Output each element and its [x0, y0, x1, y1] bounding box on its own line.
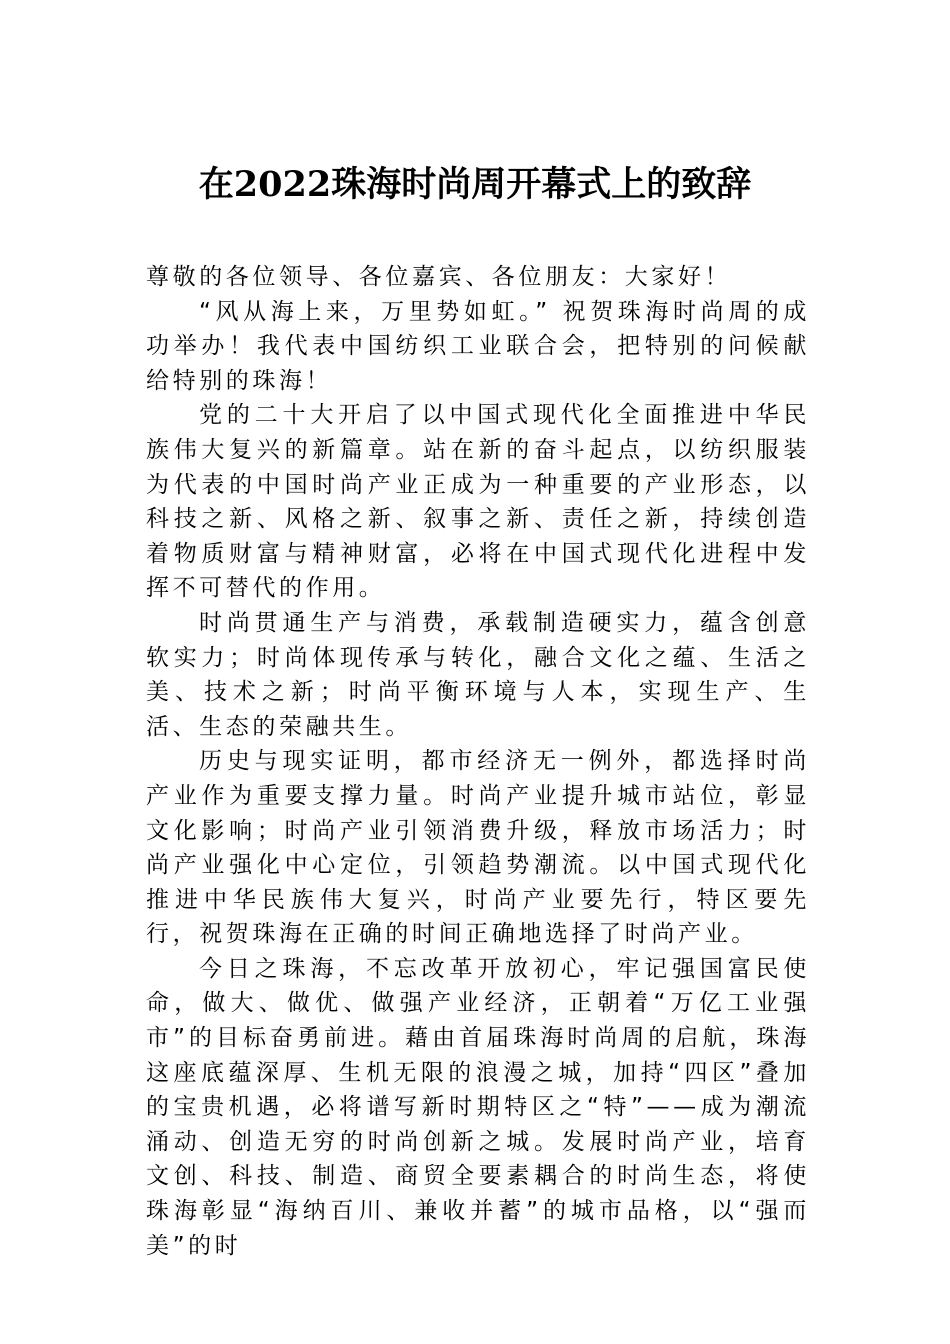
salutation: 尊敬的各位领导、各位嘉宾、各位朋友：大家好！: [146, 264, 732, 290]
paragraph-3: 时尚贯通生产与消费，承载制造硬实力，蕴含创意软实力；时尚体现传承与转化，融合文化之蕴、生活之美、技术之新；时尚平衡环境与人本，实现生产、生活、生态的荣融共生。: [146, 609, 810, 740]
document-body: [146, 260, 810, 1263]
paragraph-2: 党的二十大开启了以中国式现代化全面推进中华民族伟大复兴的新篇章。站在新的奋斗起点，以纺织服装为代表的中国时尚产业正成为一种重要的产业形态，以科技之新、风格之新、叙事之新、责任之新，持续创造着物质财富与精神财富，必将在中国式现代化进程中发挥不可替代的作用。: [146, 402, 810, 602]
paragraph-5: 今日之珠海，不忘改革开放初心，牢记强国富民使命，做大、做优、做强产业经济，正朝着“万亿工业强市”的目标奋勇前进。藉由首届珠海时尚周的启航，珠海这座底蕴深厚、生机无限的浪漫之城，加持“四区”叠加的宝贵机遇，必将谱写新时期特区之“特”——成为潮流涌动、创造无穷的时尚创新之城。发展时尚产业，培育文创、科技、制造、商贸全要素耦合的时尚生态，将使珠海彰显“海纳百川、兼收并蓄”的城市品格，以“强而美”的时: [146, 955, 810, 1259]
document-title: 在2022珠海时尚周开幕式上的致辞: [198, 164, 752, 205]
paragraph-4: 历史与现实证明，都市经济无一例外，都选择时尚产业作为重要支撑力量。时尚产业提升城市站位，彰显文化影响；时尚产业引领消费升级，释放市场活力；时尚产业强化中心定位，引领趋势潮流。以中国式现代化推进中华民族伟大复兴，时尚产业要先行，特区要先行，祝贺珠海在正确的时间正确地选择了时尚产业。: [146, 748, 810, 948]
paragraph-1: “风从海上来，万里势如虹。” 祝贺珠海时尚周的成功举办！我代表中国纺织工业联合会，把特别的问候献给特别的珠海！: [146, 298, 810, 394]
